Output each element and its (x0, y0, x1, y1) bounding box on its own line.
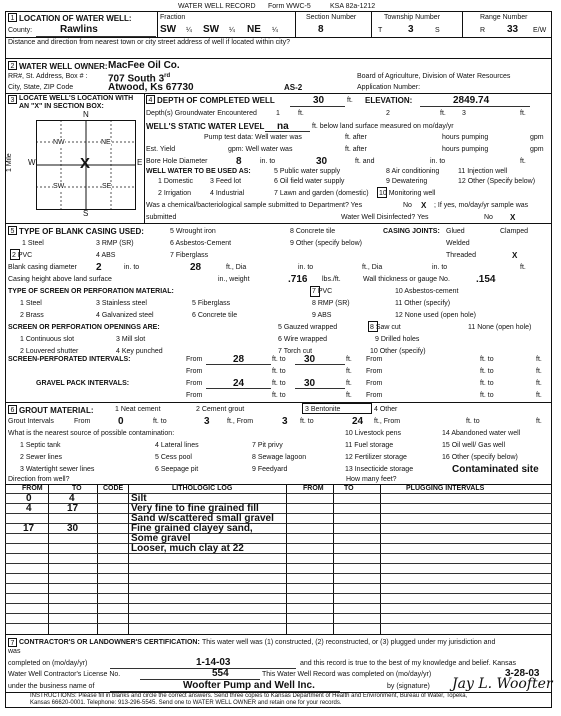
open-gauzed[interactable]: 5 Gauzed wrapped (278, 324, 338, 331)
screen-concrete[interactable]: 6 Concrete tile (192, 312, 238, 319)
use-public[interactable]: 5 Public water supply (274, 168, 341, 175)
log-header-from: FROM (22, 485, 43, 492)
spi-from-label-3: From (186, 368, 203, 375)
spi-from-label: From (186, 356, 203, 363)
casing-wrought[interactable]: 5 Wrought iron (170, 228, 216, 235)
contam-fertilizer[interactable]: 12 Fertilizer storage (345, 454, 407, 461)
grout-from: From (74, 418, 91, 425)
contam-seepage[interactable]: 6 Seepage pit (155, 466, 199, 473)
gp-to-value: 30 (304, 378, 316, 389)
elevation-value: 2849.74 (453, 95, 490, 106)
depth-value: 30 (313, 95, 325, 106)
gw-ft: ft. (298, 110, 304, 117)
gp-ft-to-4: ft. to (480, 392, 494, 399)
dia-in-to-3: in. to (432, 264, 448, 271)
screen-abs[interactable]: 9 ABS (312, 312, 332, 319)
log-header-to: TO (72, 485, 82, 492)
openings-label: SCREEN OR PERFORATION OPENINGS ARE: (8, 324, 160, 331)
application-label: Application Number: (357, 84, 421, 91)
use-other[interactable]: 12 Other (Specify below) (458, 178, 536, 185)
gw-ft-2: ft. (440, 110, 446, 117)
open-mill[interactable]: 3 Mill slot (116, 336, 146, 343)
gp-from-label: From (186, 380, 203, 387)
contam-watertight[interactable]: 3 Watertight sewer lines (20, 466, 95, 473)
chem-x: X (421, 201, 427, 210)
diameter-value: 2 (96, 262, 102, 273)
static-level-label: WELL'S STATIC WATER LEVEL (146, 122, 265, 131)
grout-to-1: 3 (204, 416, 210, 427)
section-number-6: 6 (8, 405, 17, 414)
township-value: 3 (408, 24, 414, 35)
contam-cess[interactable]: 5 Cess pool (155, 454, 192, 461)
log-row-4-text: Fine grained clayey sand, (131, 523, 253, 534)
open-key[interactable]: 4 Key punched (116, 348, 163, 355)
fraction-label: Fraction (160, 14, 186, 21)
county-value: Rawlins (60, 24, 98, 35)
contam-other-value: Contaminated site (452, 464, 539, 475)
bore-ft: ft. (520, 158, 526, 165)
log-row-1-from: 0 (26, 493, 32, 504)
spi-ft-to-3: ft. to (272, 368, 286, 375)
quarter-mark: ¼ (272, 27, 278, 34)
wall-label: Wall thickness or gauge No. (363, 276, 450, 283)
range-r: R (480, 27, 486, 34)
wall-value: .154 (476, 274, 496, 285)
joint-welded[interactable]: Welded (446, 240, 470, 247)
use-monitoring[interactable]: 10 Monitoring well (379, 190, 436, 197)
open-other[interactable]: 10 Other (specify) (370, 348, 426, 355)
pump-gpm: gpm (530, 134, 544, 141)
license-label: Water Well Contractor's License No. (8, 671, 121, 678)
county-label: County: (8, 27, 33, 34)
screen-rmp[interactable]: 8 RMP (SR) (312, 300, 350, 307)
gw-ft-3: ft. (520, 110, 526, 117)
submitted-label: submitted (146, 214, 177, 221)
north-label: N (83, 110, 89, 119)
gp-ft-3: ft. (346, 392, 352, 399)
spi-from-label-4: From (366, 368, 383, 375)
contam-livestock[interactable]: 10 Livestock pens (345, 430, 402, 437)
weight-value: .716 (288, 274, 308, 285)
pump-hours: hours pumping (442, 134, 489, 141)
casing-concrete[interactable]: 8 Concrete tile (290, 228, 336, 235)
contam-other[interactable]: 16 Other (specify below) (442, 454, 518, 461)
groundwater-label: Depth(s) Groundwater Encountered (146, 110, 257, 117)
disinfected-x: X (510, 213, 516, 222)
use-oilfield[interactable]: 6 Oil field water supply (274, 178, 345, 185)
screen-brass[interactable]: 2 Brass (20, 312, 44, 319)
contam-lateral[interactable]: 4 Lateral lines (155, 442, 199, 449)
section-number-7: 7 (8, 638, 17, 647)
business-label: under the business name of (8, 683, 95, 690)
open-drilled[interactable]: 9 Drilled holes (375, 336, 420, 343)
grout-ft-to-2: ft. to (300, 418, 314, 425)
casing-rmp[interactable]: 3 RMP (SR) (96, 240, 134, 247)
gp-from-value: 24 (233, 378, 245, 389)
gp-ft-to-2: ft. to (480, 380, 494, 387)
contam-feedyard[interactable]: 9 Feedyard (252, 466, 288, 473)
log-row-1-to: 4 (69, 493, 75, 504)
instructions-text-2: Kansas 66620-0001. Telephone: 913-296-5545. Send one to WATER WELL OWNER and retain one for your records. (30, 700, 342, 706)
log-row-2-to: 17 (67, 503, 79, 514)
grout-label: GROUT MATERIAL: (19, 406, 94, 415)
chem-no: No (403, 202, 412, 209)
city-value: Atwood, Ks 67730 (108, 82, 194, 93)
section-number-1: 1 (8, 13, 17, 22)
cert-text: This water well was (1) constructed, (2) reconstructed, or (3) plugged under my jurisdiction and (202, 639, 496, 646)
mile-label: 1 Mile (6, 153, 13, 172)
section-number-3: 3 (8, 95, 17, 104)
gp-ft: ft. (346, 380, 352, 387)
screen-fiberglass[interactable]: 5 Fiberglass (192, 300, 231, 307)
gp-from-label-3: From (186, 392, 203, 399)
open-torch[interactable]: 7 Torch cut (278, 348, 313, 355)
spi-to-value: 30 (304, 354, 316, 365)
cert-was: was (8, 648, 21, 655)
open-saw[interactable]: 8 Saw cut (370, 324, 401, 331)
spi-ft-2: ft. (536, 356, 542, 363)
log-header-code: CODE (103, 485, 124, 492)
location-x-mark: X (80, 155, 91, 172)
spi-ft: ft. (346, 356, 352, 363)
diameter-label: Blank casing diameter (8, 264, 77, 271)
section-number-4: 4 (146, 95, 155, 104)
dia-in-to: in. to (124, 264, 140, 271)
section-number-2: 2 (8, 61, 17, 70)
range-ew: E/W (533, 27, 547, 34)
log-row-6-text: Looser, much clay at 22 (131, 543, 244, 554)
business-value: Woofter Pump and Well Inc. (183, 680, 315, 691)
screen-other[interactable]: 11 Other (specify) (395, 300, 451, 307)
license-value: 554 (212, 668, 229, 679)
south-label: S (83, 209, 89, 218)
location-label: LOCATION OF WATER WELL: (19, 14, 132, 23)
cert-label: CONTRACTOR'S OR LANDOWNER'S CERTIFICATION: (19, 639, 200, 646)
yield-gpm-2: gpm (530, 146, 544, 153)
township-s: S (435, 27, 440, 34)
township-t: T (378, 27, 383, 34)
gp-ft-4: ft. (536, 392, 542, 399)
gp-from-label-2: From (366, 380, 383, 387)
quarter-3: NE (247, 24, 261, 35)
spi-ft-to-4: ft. to (480, 368, 494, 375)
quarter-mark: ¼ (186, 27, 192, 34)
nw-label: NW (53, 139, 65, 146)
quarter-2: SW (203, 24, 220, 35)
threaded-x: X (512, 251, 518, 260)
quarter-mark: ¼ (229, 27, 235, 34)
casing-asbestos[interactable]: 6 Asbestos-Cement (170, 240, 232, 247)
grout-from-1: 0 (118, 416, 124, 427)
yield-label: Est. Yield (146, 146, 176, 153)
address-value: 707 South 3rd (108, 73, 171, 85)
yield-gpm: gpm: Well water was (228, 146, 293, 153)
chem-after: ; If yes, mo/day/yr sample was (434, 202, 529, 209)
depth-label: DEPTH OF COMPLETED WELL (157, 96, 275, 105)
contam-insecticide[interactable]: 13 Insecticide storage (345, 466, 414, 473)
height-weight: in., weight (218, 276, 250, 283)
dia-ft: ft., Dia (226, 264, 247, 271)
dia-ft-2: ft., Dia (362, 264, 383, 271)
log-header-plugging: PLUGGING INTERVALS (406, 485, 485, 492)
joint-threaded[interactable]: Threaded (446, 252, 476, 259)
grout-ft-to: ft. to (153, 418, 167, 425)
direction-label: Direction from well? (8, 476, 70, 483)
joint-glued[interactable]: Glued (446, 228, 465, 235)
grout-to-2: 24 (352, 416, 364, 427)
casing-pvc[interactable]: 2 PVC (12, 252, 33, 259)
disinfected-no: No (484, 214, 493, 221)
section-number-5: 5 (8, 226, 17, 235)
by-signature-label: by (signature) (387, 683, 430, 690)
grout-from-2: 3 (282, 416, 288, 427)
spi-ft-3: ft. (346, 368, 352, 375)
signature: Jay L. Woofter (452, 676, 553, 692)
completed-label: completed on (mo/day/yr) (8, 660, 88, 667)
casing-abs[interactable]: 4 ABS (96, 252, 116, 259)
grout-ft: ft. (536, 418, 542, 425)
east-label: E (137, 158, 143, 167)
use-dewatering[interactable]: 9 Dewatering (386, 178, 428, 185)
log-row-4-from: 17 (23, 523, 35, 534)
quarter-1: SW (160, 24, 177, 35)
spi-from-label-2: From (366, 356, 383, 363)
yield-hours: hours pumping (442, 146, 489, 153)
owner-value: MacFee Oil Co. (108, 60, 180, 71)
spi-ft-4: ft. (536, 368, 542, 375)
grout-ft-from-2: ft., From (374, 418, 401, 425)
gp-label: GRAVEL PACK INTERVALS: (36, 380, 130, 387)
depth-ft: ft. (347, 97, 353, 104)
spi-ft-to-2: ft. to (480, 356, 494, 363)
log-row-1-text: Silt (131, 493, 147, 504)
use-domestic[interactable]: 1 Domestic (158, 178, 194, 185)
screen-galvanized[interactable]: 4 Galvanized steel (96, 312, 154, 319)
grout-cement[interactable]: 2 Cement grout (196, 406, 245, 413)
gw-3: 3 (462, 110, 466, 117)
owner-label: WATER WELL OWNER: (19, 62, 108, 71)
section-number-label: Section Number (306, 14, 357, 21)
grout-interval-label: Grout Intervals (8, 418, 54, 425)
board-label: Board of Agriculture, Division of Water Resources (357, 73, 511, 80)
joints-label: CASING JOINTS: (383, 228, 440, 235)
screen-steel[interactable]: 1 Steel (20, 300, 42, 307)
bore-to-value: 30 (316, 156, 328, 167)
gp-ft-to: ft. to (272, 380, 286, 387)
screen-asbestos[interactable]: 10 Asbestos-cement (395, 288, 459, 295)
screen-pvc[interactable]: 7 PVC (312, 288, 333, 295)
locate-label: LOCATE WELL'S LOCATION WITH AN "X" IN SECTION BOX: (19, 95, 134, 110)
weight-lbs: lbs./ft. (322, 276, 341, 283)
contam-sewer[interactable]: 2 Sewer lines (20, 454, 63, 461)
open-none[interactable]: 11 None (open hole) (468, 324, 532, 331)
use-industrial[interactable]: 4 Industrial (210, 190, 245, 197)
spi-ft-to: ft. to (272, 356, 286, 363)
open-continuous[interactable]: 1 Continuous slot (20, 336, 75, 343)
record-date: 3-28-03 (505, 668, 540, 679)
log-row-4-to: 30 (67, 523, 79, 534)
record-text: This Water Well Record was completed on (mo/day/yr) (262, 671, 432, 678)
log-row-5-text: Some gravel (131, 533, 191, 544)
contam-lagoon[interactable]: 8 Sewage lagoon (252, 454, 307, 461)
city-label: City, State, ZIP Code (8, 84, 74, 91)
log-header-lithologic: LITHOLOGIC LOG (172, 485, 233, 492)
elevation-label: ELEVATION: (365, 96, 413, 105)
se-label: SE (102, 183, 112, 190)
bore-label: Bore Hole Diameter (146, 158, 208, 165)
contam-oilwell[interactable]: 15 Oil well/ Gas well (442, 442, 506, 449)
contam-fuel[interactable]: 11 Fuel storage (345, 442, 394, 449)
use-injection[interactable]: 11 Injection well (458, 168, 508, 175)
form-title: WATER WELL RECORD (178, 3, 256, 10)
open-wire[interactable]: 6 Wire wrapped (278, 336, 328, 343)
address-label: RR#, St. Address, Box # : (8, 73, 88, 80)
pump-after: ft. after (345, 134, 367, 141)
contam-privy[interactable]: 7 Pit privy (252, 442, 283, 449)
static-level-value: na (277, 121, 289, 132)
spi-label: SCREEN-PERFORATED INTERVALS: (8, 356, 131, 363)
township-label: Township Number (384, 14, 441, 21)
casing-other[interactable]: 9 Other (specify below) (290, 240, 362, 247)
contam-label: What is the nearest source of possible contamination: (8, 430, 175, 437)
log-row-2-from: 4 (26, 503, 32, 514)
disinfected-label: Water Well Disinfected? Yes (341, 214, 429, 221)
distance-label: Distance and direction from nearest town or city street address of well if located within city? (8, 39, 291, 46)
use-lawn[interactable]: 7 Lawn and garden (domestic) (274, 190, 369, 197)
grout-other[interactable]: 4 Other (374, 406, 398, 413)
bore-in-to-2: in. to (430, 158, 446, 165)
range-value: 33 (507, 24, 519, 35)
completed-value: 1-14-03 (196, 657, 231, 668)
west-label: W (28, 158, 36, 167)
form-number: Form WWC-5 (268, 3, 311, 10)
log-row-2-text: Very fine to fine grained fill (131, 503, 259, 514)
true-text: and this record is true to the best of my knowledge and belief. Kansas (300, 660, 516, 667)
height-label: Casing height above land surface (8, 276, 112, 283)
as-code: AS-2 (284, 83, 303, 92)
instructions-text: INSTRUCTIONS: Please fill in blanks and circle the correct answers. Send three copies to Kansas Department of Health and Environment, Bureau of Water, Topeka, (30, 693, 468, 699)
gp-from-label-4: From (366, 392, 383, 399)
gw-1: 1 (276, 110, 280, 117)
log-row-3-text: Sand w/scattered small gravel (131, 513, 274, 524)
section-number-value: 8 (318, 24, 324, 35)
bore-in-to: in. to (260, 158, 276, 165)
grout-neat[interactable]: 1 Neat cement (115, 406, 161, 413)
ksa-number: KSA 82a-1212 (330, 3, 376, 10)
yield-after: ft. after (345, 146, 367, 153)
casing-steel[interactable]: 1 Steel (22, 240, 44, 247)
contam-abandoned[interactable]: 14 Abandoned water well (442, 430, 521, 437)
use-feedlot[interactable]: 3 Feed lot (210, 178, 242, 185)
screen-none[interactable]: 12 None used (open hole) (395, 312, 476, 319)
pump-test-label: Pump test data: Well water was (204, 134, 302, 141)
gp-ft-to-3: ft. to (272, 392, 286, 399)
gp-ft-2: ft. (536, 380, 542, 387)
chem-label: Was a chemical/bacteriological sample submitted to Department? Yes (146, 202, 363, 209)
grout-bentonite[interactable]: 3 Bentonite (305, 406, 341, 413)
contam-septic[interactable]: 1 Septic tank (20, 442, 61, 449)
diameter-to-value: 28 (190, 262, 202, 273)
joint-clamped[interactable]: Clamped (500, 228, 529, 235)
static-after: ft. below land surface measured on mo/day/yr (312, 123, 454, 130)
log-header-plug-to: TO (344, 485, 354, 492)
casing-label: TYPE OF BLANK CASING USED: (19, 227, 144, 236)
casing-fiberglass[interactable]: 7 Fiberglass (170, 252, 209, 259)
screen-stainless[interactable]: 3 Stainless steel (96, 300, 147, 307)
range-label: Range Number (480, 14, 528, 21)
log-header-plug-from: FROM (303, 485, 324, 492)
ne-label: NE (101, 139, 111, 146)
sw-label: SW (53, 183, 65, 190)
spi-from-value: 28 (233, 354, 245, 365)
use-label: WELL WATER TO BE USED AS: (146, 168, 251, 175)
bore-value: 8 (236, 156, 242, 167)
screen-type-label: TYPE OF SCREEN OR PERFORATION MATERIAL: (8, 288, 174, 295)
open-louvered[interactable]: 2 Louvered shutter (20, 348, 79, 355)
use-irrigation[interactable]: 2 Irrigation (158, 190, 192, 197)
bore-and: ft. and (355, 158, 375, 165)
how-many-label: How many feet? (346, 476, 397, 483)
dia-ft-3: ft. (520, 264, 526, 271)
grout-ft-from: ft., From (227, 418, 254, 425)
use-air[interactable]: 8 Air conditioning (386, 168, 440, 175)
dia-in-to-2: in. to (298, 264, 314, 271)
grout-ft-to-3: ft. to (466, 418, 480, 425)
gw-2: 2 (386, 110, 390, 117)
